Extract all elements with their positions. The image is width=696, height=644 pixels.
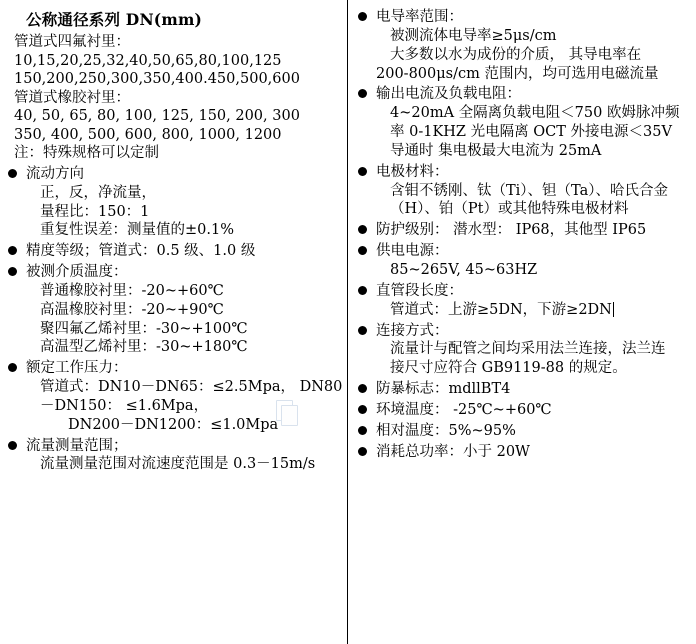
bullet-icon [8, 246, 17, 255]
sub-text: 管道式：上游≥5DN，下游≥2DN [390, 301, 612, 318]
document-stack-icon [276, 400, 298, 426]
list-item-sub: 量程比：150：1 [40, 203, 150, 220]
list-item [358, 163, 692, 220]
list-item-head: 被测介质温度： [26, 264, 128, 281]
page-title: 公称通径系列 DN(mm) [26, 10, 203, 29]
list-item [358, 380, 692, 399]
plain-line: 管道式橡胶衬里： [14, 89, 130, 106]
bullet-icon [358, 225, 367, 234]
list-item-sub: 被测流体电导率≥5μs/cm [390, 27, 557, 44]
list-item-sub: 流量测量范围对流速度范围是 0.3－15m/s [40, 456, 316, 473]
list-item-sub: 4~20mA 全隔离负载电阻＜750 欧姆脉冲频 [390, 105, 680, 122]
list-item-head: 额定工作压力： [26, 360, 128, 377]
bullet-icon [358, 167, 367, 176]
list-item [358, 322, 692, 379]
list-item-sub: 正，反，净流量， [40, 184, 156, 201]
list-item-sub: 率 0-1KHZ 光电隔离 OCT 外接电源＜35V [390, 124, 672, 141]
list-item [8, 165, 343, 240]
list-item [358, 282, 692, 320]
list-item-sub: 接尺寸应符合 GB9119-88 的规定。 [390, 360, 627, 377]
list-item-sub: 导通时 集电极最大电流为 25mA [390, 142, 602, 159]
list-item [8, 437, 343, 475]
list-item-sub: DN200－DN1200：≤1.0Mpa [68, 416, 279, 433]
list-item-sub: 大多数以水为成份的介质， 其导电率在 [390, 46, 642, 63]
list-item-head: 连接方式： [376, 322, 449, 339]
list-item-head: 电极材料： [376, 163, 449, 180]
plain-line: 350, 400, 500, 600, 800, 1000, 1200 [14, 126, 282, 143]
list-item-sub: 85~265V, 45~63HZ [390, 261, 538, 278]
list-item-sub: （H）、铂（Pt）或其他特殊电极材料 [390, 201, 629, 218]
list-item-head: 流量测量范围； [26, 437, 128, 454]
list-item-sub: 聚四氟乙烯衬里：-30~+100℃ [40, 320, 248, 337]
list-item-head: 消耗总功率：小于 20W [376, 443, 530, 460]
list-item-sub: 管道式：DN10－DN65：≤2.5Mpa， DN80 [40, 379, 343, 396]
list-item-head: 防暴标志：mdllBT4 [376, 381, 511, 398]
list-item-sub: 高温橡胶衬里：-20~+90℃ [40, 301, 224, 318]
list-item-head: 环境温度： -25℃~+60℃ [376, 401, 552, 418]
list-item [358, 422, 692, 441]
plain-line: 管道式四氟衬里： [14, 34, 130, 50]
bullet-icon [8, 169, 17, 178]
bullet-icon [358, 89, 367, 98]
plain-line: 150,200,250,300,350,400.450,500,600 [14, 71, 300, 88]
list-item-sub [390, 301, 692, 320]
list-item-sub: 普通橡胶衬里：-20~+60℃ [40, 282, 224, 299]
list-item-sub: －DN150： ≤1.6Mpa， [40, 397, 209, 414]
bullet-icon [358, 286, 367, 295]
list-item [8, 242, 343, 261]
list-item [358, 443, 692, 462]
bullet-icon [358, 405, 367, 414]
list-item [8, 263, 343, 357]
list-item-sub: 流量计与配管之间均采用法兰连接，法兰连 [390, 341, 666, 358]
list-item-head: 精度等级；管道式：0.5 级、1.0 级 [26, 243, 256, 260]
list-item-sub: 重复性误差：测量值的±0.1% [40, 222, 234, 239]
bullet-icon [8, 267, 17, 276]
text-caret [613, 302, 614, 317]
bullet-icon [358, 12, 367, 21]
plain-line: 10,15,20,25,32,40,50,65,80,100,125 [14, 52, 282, 69]
bullet-icon [358, 447, 367, 456]
plain-line: 注：特殊规格可以定制 [14, 145, 159, 162]
bullet-icon [358, 426, 367, 435]
list-item-head: 供电电源： [376, 243, 449, 260]
bullet-icon [358, 326, 367, 335]
list-item-head: 流动方向 [26, 165, 84, 182]
bullet-icon [8, 441, 17, 450]
list-item [358, 85, 692, 160]
list-item-sub: 200-800μs/cm 范围内，均可选用电磁流量 [376, 65, 659, 82]
list-item-head: 输出电流及负载电阻： [376, 86, 521, 103]
list-item-head: 相对温度：5%~95% [376, 422, 516, 439]
list-item-head: 直管段长度： [376, 282, 463, 299]
list-item [358, 242, 692, 280]
left-plain-block [8, 33, 343, 163]
list-item [358, 8, 692, 83]
list-item-head: 防护级别： 潜水型： IP68，其他型 IP65 [376, 222, 647, 239]
list-item-sub: 含钼不锈刚、钛（Ti）、钽（Ta）、哈氏合金 [390, 182, 668, 199]
right-column [348, 0, 696, 644]
list-item [358, 221, 692, 240]
list-item-sub: 高温型乙烯衬里：-30~+180℃ [40, 339, 248, 356]
plain-line: 40, 50, 65, 80, 100, 125, 150, 200, 300 [14, 108, 300, 125]
bullet-icon [358, 246, 367, 255]
list-item [358, 401, 692, 420]
list-item-head: 电导率范围： [376, 9, 463, 25]
bullet-icon [358, 384, 367, 393]
bullet-icon [8, 363, 17, 372]
